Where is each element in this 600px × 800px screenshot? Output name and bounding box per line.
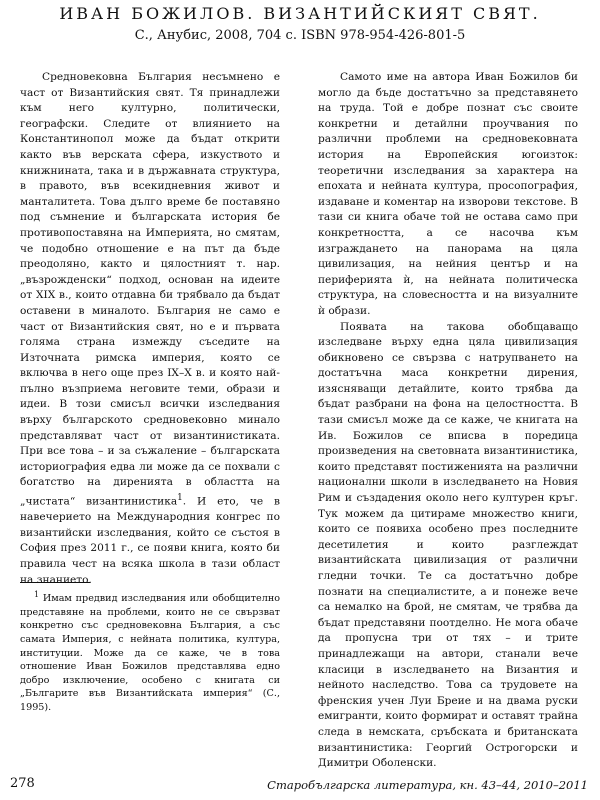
right-column (318, 70, 578, 772)
footnote-reference: 1 (177, 493, 183, 504)
paragraph-text-end: . И ето, че в навечерието на Международния конгрес по византийски изследвания, който се състоя в София през 2011 г., се появи книга, която би правила чест на всяка школа в тази област на знанието. (20, 495, 280, 586)
paragraph-text: Средновековна България несъмнено е част от Византийския свят. Тя принадлежи към него културно, политически, географски. Следите от влиянието на Константинопол може да бъдат открити както във верската сфера, изкуството и книжнината, така и в държавната структура, в правото, във всекидневния живот и манталитета. Това дълго време бе поставяно под съмнение и българската история бе противопоставяна на Империята, но смятам, че подобно отношение е на път да бъде преодоляно, както и цялостният т. нар. „възрожденски“ подход, основан на идеите от XIX в., които отдавна би трябвало да бъдат оставени в миналото. България не само е част от Византийския свят, но е и първата голяма страна измежду съседите на Източната римска империя, която се включва в него още през IX–X в. и която най-пълно възприема неговите теми, образи и идеи. В този смисъл всички изследвания върху българското средновековно минало представляват част от византинистиката. При все това – и за съжаление – българската историография едва ли може да се похвали с богатство на диренията в областта на „чистата“ византинистика (20, 71, 280, 508)
publication-info: С., Анубис, 2008, 704 с. ISBN 978-954-426-801-5 (134, 28, 466, 43)
footnote-text: Имам предвид изследвания или обобщително представяне на проблеми, които не се свързват конкретно със средновековна България, а със самата Империя, с нейната политика, култура, институции. Може да се каже, че в това отношение Иван Божилов представлява едно добро изключение, особено с книгата си „Българите във Византийската империя“ (С., 1995). (20, 593, 280, 713)
footnote (20, 588, 280, 715)
footnote-divider (20, 582, 90, 583)
book-title: ИВАН БОЖИЛОВ. ВИЗАНТИЙСКИЯТ СВЯТ. (59, 4, 541, 23)
body-paragraph (20, 70, 280, 588)
body-paragraph: Появата на такова обобщаващо изследване върху една цяла цивилизация обикновено се свързва с натрупването на достатъчна маса конкретни дирения, изясняващи детайлите, които трябва да бъдат разбрани на фона на целостността. В тази смисъл може да се каже, че книгата на Ив. Божилов се вписва в поредица произведения на световната византинистика, които представят постиженията на различни национални школи в изследването на Новия Рим и създадения около него културен кръг. Тук можем да цитираме множество книги, които се появиха особено през последните десетилетия и които разглеждат византийската цивилизация от различни гледни точки. Те са достатъчно добре познати на специалистите, а и понеже вече са немалко на брой, не смятам, че трябва да бъдат представяни поотделно. Не мога обаче да пропусна три от тях – и трите принадлежащи на автори, станали вече класици в изследването на Византия и нейното наследство. Това са трудовете на френския учен Луи Бреие и на двама руски емигранти, които формират и оставят трайна следа в немската, сръбската и британската византинистика: Георгий Острогорски и Димитри Оболенски. (318, 320, 578, 770)
footnote-marker: 1 (34, 590, 40, 599)
page-number: 278 (10, 776, 35, 791)
page-header (0, 4, 600, 45)
body-paragraph: Самото име на автора Иван Божилов би могло да бъде достатъчно за представянето на труда. Той е добре познат със своите конкретни и детайлни проучвания по различни проблеми на средновековната история на Европейския югоизток: теоретични изследвания за характера на епохата и нейната култура, просопография, издаване и коментар на изворови текстове. В тази си книга обаче той не остава само при конкретността, а се насочва към изграждането на панорама на цяла цивилизация, на нейния център и на периферията ѝ, на нейната политическа структура, на словесността и на визуалните ѝ образи. (318, 71, 578, 317)
journal-running-footer: Старобългарска литература, кн. 43–44, 2010–2011 (267, 778, 588, 792)
left-column (20, 70, 280, 588)
